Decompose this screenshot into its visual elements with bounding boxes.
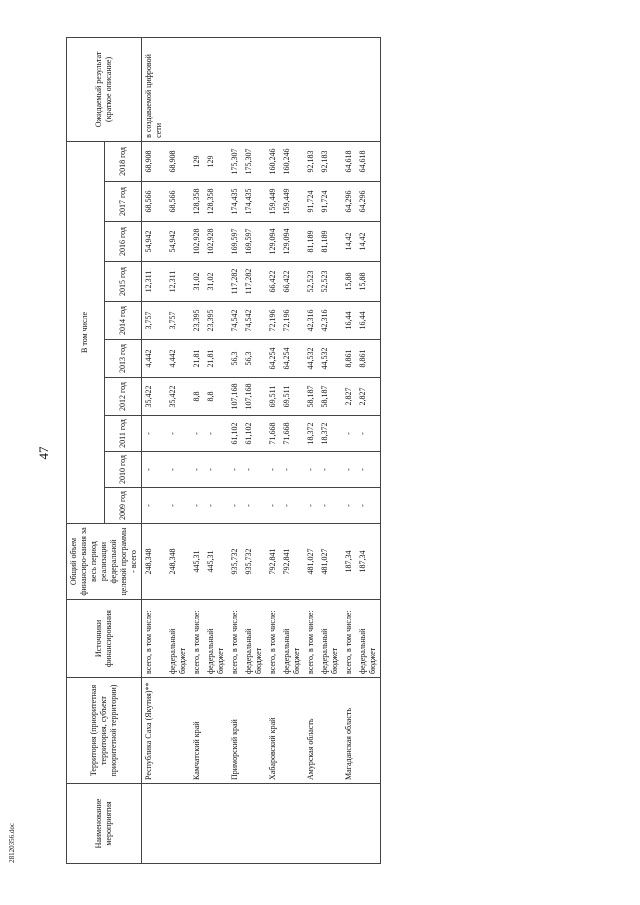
- cell-year-value: 44,532: [304, 340, 318, 378]
- cell-year-value: -: [356, 452, 381, 488]
- cell-territory: Магаданская область: [342, 678, 356, 784]
- file-name: 28120356.doc: [8, 823, 16, 863]
- header-row: [67, 37, 105, 863]
- cell-year-value: 102,928: [204, 222, 228, 262]
- cell-expected-result: [304, 37, 318, 141]
- cell-expected-result: [342, 37, 356, 141]
- cell-source: всего, в том числе:: [142, 600, 167, 678]
- cell-year-value: 117,282: [242, 262, 266, 302]
- cell-year-value: 58,187: [318, 378, 342, 416]
- cell-measure: [228, 784, 242, 864]
- cell-source: федеральный бюджет: [318, 600, 342, 678]
- cell-territory: Амурская область: [304, 678, 318, 784]
- table-row: [356, 37, 381, 863]
- table-row: [304, 37, 318, 863]
- cell-total: 187,34: [356, 524, 381, 600]
- header-year: 2013 год: [104, 340, 142, 378]
- cell-year-value: 3,757: [166, 302, 190, 340]
- header-expected-result: Ожидаемый результат (краткое описание): [67, 37, 142, 141]
- cell-year-value: -: [242, 452, 266, 488]
- cell-year-value: -: [142, 416, 167, 452]
- cell-expected-result: [266, 37, 280, 141]
- cell-year-value: 159,449: [280, 182, 304, 222]
- cell-year-value: 81,189: [304, 222, 318, 262]
- cell-measure: [142, 784, 167, 864]
- table-row: [342, 37, 356, 863]
- cell-year-value: 64,296: [356, 182, 381, 222]
- cell-year-value: -: [318, 488, 342, 524]
- cell-year-value: -: [342, 416, 356, 452]
- cell-year-value: 72,196: [266, 302, 280, 340]
- cell-total: 481,027: [304, 524, 318, 600]
- cell-year-value: 35,422: [142, 378, 167, 416]
- cell-source: федеральный бюджет: [204, 600, 228, 678]
- cell-territory: [280, 678, 304, 784]
- cell-year-value: -: [166, 416, 190, 452]
- cell-total: 445,31: [190, 524, 204, 600]
- cell-year-value: 92,183: [318, 141, 342, 181]
- cell-total: 445,31: [204, 524, 228, 600]
- cell-measure: [190, 784, 204, 864]
- cell-total: 792,841: [280, 524, 304, 600]
- cell-year-value: -: [342, 452, 356, 488]
- cell-measure: [304, 784, 318, 864]
- cell-measure: [318, 784, 342, 864]
- cell-year-value: 160,246: [280, 141, 304, 181]
- cell-year-value: 16,44: [342, 302, 356, 340]
- cell-year-value: 68,908: [142, 141, 167, 181]
- cell-year-value: 71,668: [280, 416, 304, 452]
- cell-territory: [166, 678, 190, 784]
- cell-expected-result: [318, 37, 342, 141]
- cell-year-value: 23,395: [190, 302, 204, 340]
- cell-year-value: -: [356, 416, 381, 452]
- cell-year-value: -: [228, 452, 242, 488]
- cell-year-value: 107,168: [242, 378, 266, 416]
- header-measure: Наименование мероприятия: [67, 784, 142, 864]
- cell-expected-result: [204, 37, 228, 141]
- cell-year-value: 74,542: [228, 302, 242, 340]
- cell-year-value: 64,254: [280, 340, 304, 378]
- cell-year-value: 81,189: [318, 222, 342, 262]
- cell-year-value: 68,566: [142, 182, 167, 222]
- header-year: 2017 год: [104, 182, 142, 222]
- cell-year-value: 92,183: [304, 141, 318, 181]
- table-row: [166, 37, 190, 863]
- cell-year-value: 52,523: [318, 262, 342, 302]
- cell-year-value: 129,094: [280, 222, 304, 262]
- cell-measure: [204, 784, 228, 864]
- cell-year-value: -: [142, 452, 167, 488]
- cell-year-value: 3,757: [142, 302, 167, 340]
- cell-year-value: 69,511: [280, 378, 304, 416]
- cell-measure: [242, 784, 266, 864]
- cell-year-value: 129: [204, 141, 228, 181]
- table-row: [318, 37, 342, 863]
- cell-source: федеральный бюджет: [280, 600, 304, 678]
- cell-year-value: -: [318, 452, 342, 488]
- cell-expected-result: [280, 37, 304, 141]
- cell-year-value: 12,311: [166, 262, 190, 302]
- cell-year-value: -: [166, 452, 190, 488]
- cell-year-value: 14,42: [342, 222, 356, 262]
- rotated-table-container: [66, 38, 602, 864]
- cell-year-value: 66,422: [280, 262, 304, 302]
- cell-year-value: 8,8: [204, 378, 228, 416]
- cell-year-value: 52,523: [304, 262, 318, 302]
- cell-year-value: -: [204, 452, 228, 488]
- cell-year-value: -: [304, 488, 318, 524]
- cell-total: 248,348: [142, 524, 167, 600]
- cell-year-value: 15,88: [342, 262, 356, 302]
- cell-source: всего, в том числе:: [266, 600, 280, 678]
- header-year: 2010 год: [104, 452, 142, 488]
- cell-year-value: 169,597: [242, 222, 266, 262]
- table-row: [204, 37, 228, 863]
- cell-year-value: 74,542: [242, 302, 266, 340]
- cell-year-value: 23,395: [204, 302, 228, 340]
- cell-year-value: -: [190, 452, 204, 488]
- cell-year-value: 174,435: [228, 182, 242, 222]
- cell-territory: Республика Саха (Якутия)**: [142, 678, 167, 784]
- header-year: 2016 год: [104, 222, 142, 262]
- cell-year-value: 175,307: [228, 141, 242, 181]
- cell-year-value: 159,449: [266, 182, 280, 222]
- cell-year-value: 14,42: [356, 222, 381, 262]
- table-row: [142, 37, 167, 863]
- cell-total: 792,841: [266, 524, 280, 600]
- cell-total: 935,732: [242, 524, 266, 600]
- cell-year-value: 44,532: [318, 340, 342, 378]
- cell-expected-result: в создаваемой цифровой сети: [142, 37, 167, 141]
- cell-year-value: -: [356, 488, 381, 524]
- cell-year-value: 174,435: [242, 182, 266, 222]
- cell-year-value: 128,358: [190, 182, 204, 222]
- cell-year-value: 71,668: [266, 416, 280, 452]
- cell-year-value: 64,618: [356, 141, 381, 181]
- cell-year-value: 129: [190, 141, 204, 181]
- cell-year-value: -: [142, 488, 167, 524]
- cell-year-value: 18,372: [304, 416, 318, 452]
- cell-source: всего, в том числе:: [190, 600, 204, 678]
- cell-year-value: 12,311: [142, 262, 167, 302]
- cell-measure: [280, 784, 304, 864]
- cell-year-value: -: [242, 488, 266, 524]
- cell-year-value: 64,254: [266, 340, 280, 378]
- cell-territory: Хабаровский край: [266, 678, 280, 784]
- cell-territory: [318, 678, 342, 784]
- header-year: 2014 год: [104, 302, 142, 340]
- cell-year-value: 35,422: [166, 378, 190, 416]
- cell-source: федеральный бюджет: [242, 600, 266, 678]
- cell-year-value: 2,827: [356, 378, 381, 416]
- header-source: Источники финансирования: [67, 600, 142, 678]
- cell-year-value: 21,81: [190, 340, 204, 378]
- cell-year-value: 91,724: [304, 182, 318, 222]
- header-year: 2015 год: [104, 262, 142, 302]
- cell-year-value: 56,3: [228, 340, 242, 378]
- cell-year-value: 2,827: [342, 378, 356, 416]
- cell-year-value: 21,81: [204, 340, 228, 378]
- cell-year-value: -: [228, 488, 242, 524]
- cell-year-value: 169,597: [228, 222, 242, 262]
- cell-year-value: 107,168: [228, 378, 242, 416]
- table-row: [228, 37, 242, 863]
- cell-year-value: -: [280, 452, 304, 488]
- cell-year-value: 72,196: [280, 302, 304, 340]
- cell-year-value: 61,102: [228, 416, 242, 452]
- cell-year-value: 91,724: [318, 182, 342, 222]
- cell-year-value: 42,316: [318, 302, 342, 340]
- cell-year-value: 8,8: [190, 378, 204, 416]
- header-total: Общий объем финансиро-вания за весь период реализации федеральной целевой программы - всего: [67, 524, 142, 600]
- cell-year-value: 31,02: [204, 262, 228, 302]
- header-including: В том числе: [67, 141, 105, 523]
- table-row: [190, 37, 204, 863]
- cell-territory: [356, 678, 381, 784]
- cell-year-value: 128,358: [204, 182, 228, 222]
- cell-territory: Камчатский край: [190, 678, 204, 784]
- cell-year-value: 68,566: [166, 182, 190, 222]
- cell-total: 187,34: [342, 524, 356, 600]
- cell-source: федеральный бюджет: [356, 600, 381, 678]
- cell-territory: Приморский край: [228, 678, 242, 784]
- cell-year-value: 68,908: [166, 141, 190, 181]
- cell-year-value: 58,187: [304, 378, 318, 416]
- cell-year-value: 8,861: [342, 340, 356, 378]
- cell-territory: [242, 678, 266, 784]
- table-row: [280, 37, 304, 863]
- cell-measure: [356, 784, 381, 864]
- cell-measure: [342, 784, 356, 864]
- table-row: [242, 37, 266, 863]
- table-row: [266, 37, 280, 863]
- cell-source: всего, в том числе:: [304, 600, 318, 678]
- cell-expected-result: [242, 37, 266, 141]
- cell-year-value: -: [304, 452, 318, 488]
- cell-measure: [166, 784, 190, 864]
- cell-year-value: -: [204, 488, 228, 524]
- cell-year-value: 102,928: [190, 222, 204, 262]
- cell-year-value: -: [166, 488, 190, 524]
- funding-table: [66, 37, 381, 864]
- cell-year-value: 8,861: [356, 340, 381, 378]
- cell-year-value: 4,442: [142, 340, 167, 378]
- page-number: 47: [36, 446, 51, 460]
- cell-territory: [204, 678, 228, 784]
- cell-year-value: 42,316: [304, 302, 318, 340]
- cell-source: федеральный бюджет: [166, 600, 190, 678]
- table-body: [142, 37, 381, 863]
- cell-year-value: 69,511: [266, 378, 280, 416]
- cell-year-value: 175,307: [242, 141, 266, 181]
- cell-year-value: 54,942: [142, 222, 167, 262]
- cell-source: всего, в том числе:: [228, 600, 242, 678]
- cell-year-value: -: [342, 488, 356, 524]
- cell-year-value: 129,094: [266, 222, 280, 262]
- cell-year-value: -: [266, 488, 280, 524]
- cell-year-value: 18,372: [318, 416, 342, 452]
- cell-year-value: -: [280, 488, 304, 524]
- cell-year-value: 15,88: [356, 262, 381, 302]
- cell-year-value: 16,44: [356, 302, 381, 340]
- cell-expected-result: [356, 37, 381, 141]
- cell-expected-result: [190, 37, 204, 141]
- cell-year-value: 4,442: [166, 340, 190, 378]
- cell-total: 248,348: [166, 524, 190, 600]
- cell-expected-result: [228, 37, 242, 141]
- header-year: 2012 год: [104, 378, 142, 416]
- header-year: 2018 год: [104, 141, 142, 181]
- cell-year-value: 117,282: [228, 262, 242, 302]
- cell-year-value: -: [190, 416, 204, 452]
- cell-year-value: 160,246: [266, 141, 280, 181]
- cell-measure: [266, 784, 280, 864]
- header-territory: Территория (приоритетная территория, субъект приоритетной территории): [67, 678, 142, 784]
- cell-year-value: 61,102: [242, 416, 266, 452]
- cell-year-value: 64,618: [342, 141, 356, 181]
- cell-year-value: 54,942: [166, 222, 190, 262]
- cell-total: 481,027: [318, 524, 342, 600]
- cell-source: всего, в том числе:: [342, 600, 356, 678]
- cell-year-value: 64,296: [342, 182, 356, 222]
- cell-year-value: 56,3: [242, 340, 266, 378]
- cell-year-value: -: [190, 488, 204, 524]
- header-year: 2011 год: [104, 416, 142, 452]
- cell-expected-result: [166, 37, 190, 141]
- cell-total: 935,732: [228, 524, 242, 600]
- cell-year-value: 66,422: [266, 262, 280, 302]
- cell-year-value: -: [204, 416, 228, 452]
- cell-year-value: 31,02: [190, 262, 204, 302]
- header-year: 2009 год: [104, 488, 142, 524]
- cell-year-value: -: [266, 452, 280, 488]
